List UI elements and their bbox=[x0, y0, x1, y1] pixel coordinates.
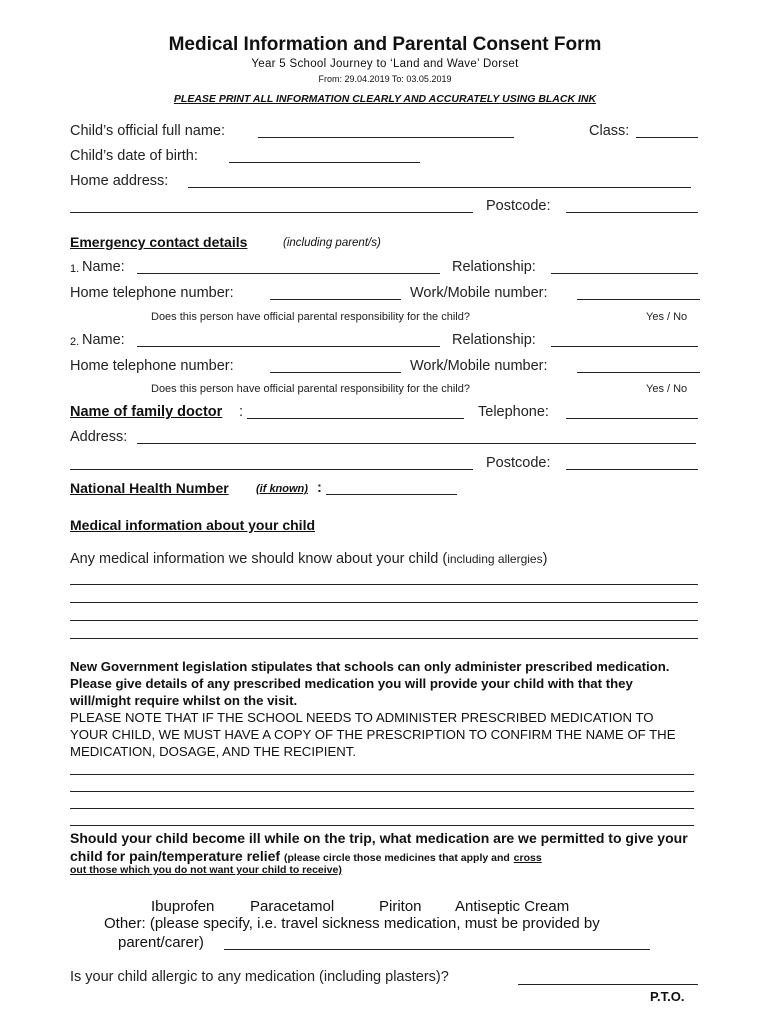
class-field[interactable] bbox=[636, 137, 698, 138]
home-address-field-2[interactable] bbox=[70, 212, 473, 213]
contact-2-home-tel-field[interactable] bbox=[270, 372, 401, 373]
doctor-name-field[interactable] bbox=[247, 418, 464, 419]
medicine-ibuprofen[interactable]: Ibuprofen bbox=[151, 898, 215, 915]
contact-1-relationship-field[interactable] bbox=[551, 273, 698, 274]
prescription-line-4[interactable] bbox=[70, 825, 694, 826]
form-subtitle: Year 5 School Journey to ‘Land and Wave’ Dorset bbox=[251, 58, 519, 70]
contact-2-home-tel-label: Home telephone number: bbox=[70, 358, 234, 374]
contact-2-relationship-label: Relationship: bbox=[452, 332, 536, 348]
contact-2-work-field[interactable] bbox=[577, 372, 700, 373]
emergency-heading: Emergency contact details bbox=[70, 234, 248, 250]
nhs-note: (if known) bbox=[256, 483, 308, 495]
allergy-question: Is your child allergic to any medication (including plasters)? bbox=[70, 969, 449, 985]
contact-2-responsibility-question: Does this person have official parental responsibility for the child? bbox=[151, 383, 470, 395]
doctor-telephone-field[interactable] bbox=[566, 418, 698, 419]
medicine-paracetamol[interactable]: Paracetamol bbox=[250, 898, 335, 915]
nhs-number-field[interactable] bbox=[326, 494, 457, 495]
medical-line-4[interactable] bbox=[70, 638, 698, 639]
other-medication-label-2: parent/carer) bbox=[118, 934, 204, 951]
contact-1-work-field[interactable] bbox=[577, 299, 700, 300]
form-title: Medical Information and Parental Consent Form bbox=[168, 34, 602, 55]
doctor-heading: Name of family doctor bbox=[70, 404, 223, 420]
doctor-postcode-label: Postcode: bbox=[486, 455, 551, 471]
contact-1-name-field[interactable] bbox=[137, 273, 440, 274]
doctor-postcode-field[interactable] bbox=[566, 469, 698, 470]
doctor-telephone-label: Telephone: bbox=[478, 404, 549, 420]
contact-2-name-field[interactable] bbox=[137, 346, 440, 347]
trip-dates: From: 29.04.2019 To: 03.05.2019 bbox=[318, 74, 452, 84]
contact-1-relationship-label: Relationship: bbox=[452, 259, 536, 275]
contact-1-name-label: Name: bbox=[82, 259, 125, 275]
postcode-label: Postcode: bbox=[486, 198, 551, 214]
contact-2-work-label: Work/Mobile number: bbox=[410, 358, 548, 374]
contact-2-number: 2. bbox=[70, 336, 80, 348]
child-name-label: Child’s official full name: bbox=[70, 123, 226, 139]
doctor-address-label: Address: bbox=[70, 429, 128, 445]
illness-question: Should your child become ill while on the trip, what medication are we permitted to give your child for pain/temperature relief (please circle those medicines that apply and cross bbox=[70, 830, 688, 864]
doctor-address-field-2[interactable] bbox=[70, 469, 473, 470]
contact-1-home-tel-label: Home telephone number: bbox=[70, 285, 234, 301]
legislation-text: New Government legislation stipulates that schools can only administer prescribed medication. Please give details of any prescribed medication you will provide your child with that they will/might require whilst on the visit. bbox=[70, 659, 670, 708]
dob-field[interactable] bbox=[229, 162, 420, 163]
form-instruction: PLEASE PRINT ALL INFORMATION CLEARLY AND ACCURATELY USING BLACK INK bbox=[173, 93, 597, 105]
dob-label: Child’s date of birth: bbox=[70, 148, 198, 164]
medicine-piriton[interactable]: Piriton bbox=[379, 898, 422, 915]
prescription-line-3[interactable] bbox=[70, 808, 694, 809]
contact-1-number: 1. bbox=[70, 263, 80, 275]
prescription-notice: PLEASE NOTE THAT IF THE SCHOOL NEEDS TO ADMINISTER PRESCRIBED MEDICATION TO YOUR CHILD, WE MUST HAVE A COPY OF THE PRESCRIPTION TO CONFIRM THE NAME OF THE MEDICATION, DOSAGE, AND THE RECIPIENT. bbox=[70, 710, 676, 759]
contact-1-yes-no[interactable]: Yes / No bbox=[646, 311, 688, 323]
contact-2-name-label: Name: bbox=[82, 332, 125, 348]
home-address-label: Home address: bbox=[70, 173, 169, 189]
medical-prompt: Any medical information we should know about your child (including allergies) bbox=[70, 551, 548, 567]
contact-1-responsibility-question: Does this person have official parental responsibility for the child? bbox=[151, 311, 470, 323]
other-medication-label: Other: (please specify, i.e. travel sickness medication, must be provided by bbox=[104, 915, 600, 932]
contact-2-relationship-field[interactable] bbox=[551, 346, 698, 347]
emergency-heading-note: (including parent/s) bbox=[283, 237, 381, 249]
nhs-label: National Health Number bbox=[70, 480, 229, 496]
nhs-colon: : bbox=[317, 480, 322, 496]
prescription-line-1[interactable] bbox=[70, 774, 694, 775]
medical-heading: Medical information about your child bbox=[70, 517, 316, 533]
contact-2-yes-no[interactable]: Yes / No bbox=[646, 383, 688, 395]
doctor-colon: : bbox=[239, 404, 244, 420]
contact-1-home-tel-field[interactable] bbox=[270, 299, 401, 300]
pto-label: P.T.O. bbox=[650, 989, 685, 1004]
medical-line-2[interactable] bbox=[70, 602, 698, 603]
illness-note: out those which you do not want your child to receive) bbox=[70, 864, 342, 876]
allergy-field[interactable] bbox=[518, 984, 698, 985]
class-label: Class: bbox=[589, 123, 630, 139]
contact-1-work-label: Work/Mobile number: bbox=[410, 285, 548, 301]
postcode-field[interactable] bbox=[566, 212, 698, 213]
other-medication-field[interactable] bbox=[224, 949, 650, 950]
prescription-line-2[interactable] bbox=[70, 791, 694, 792]
doctor-address-field[interactable] bbox=[137, 443, 696, 444]
medical-line-1[interactable] bbox=[70, 584, 698, 585]
home-address-field[interactable] bbox=[188, 187, 691, 188]
child-name-field[interactable] bbox=[258, 137, 514, 138]
medical-line-3[interactable] bbox=[70, 620, 698, 621]
medicine-antiseptic-cream[interactable]: Antiseptic Cream bbox=[455, 898, 570, 915]
